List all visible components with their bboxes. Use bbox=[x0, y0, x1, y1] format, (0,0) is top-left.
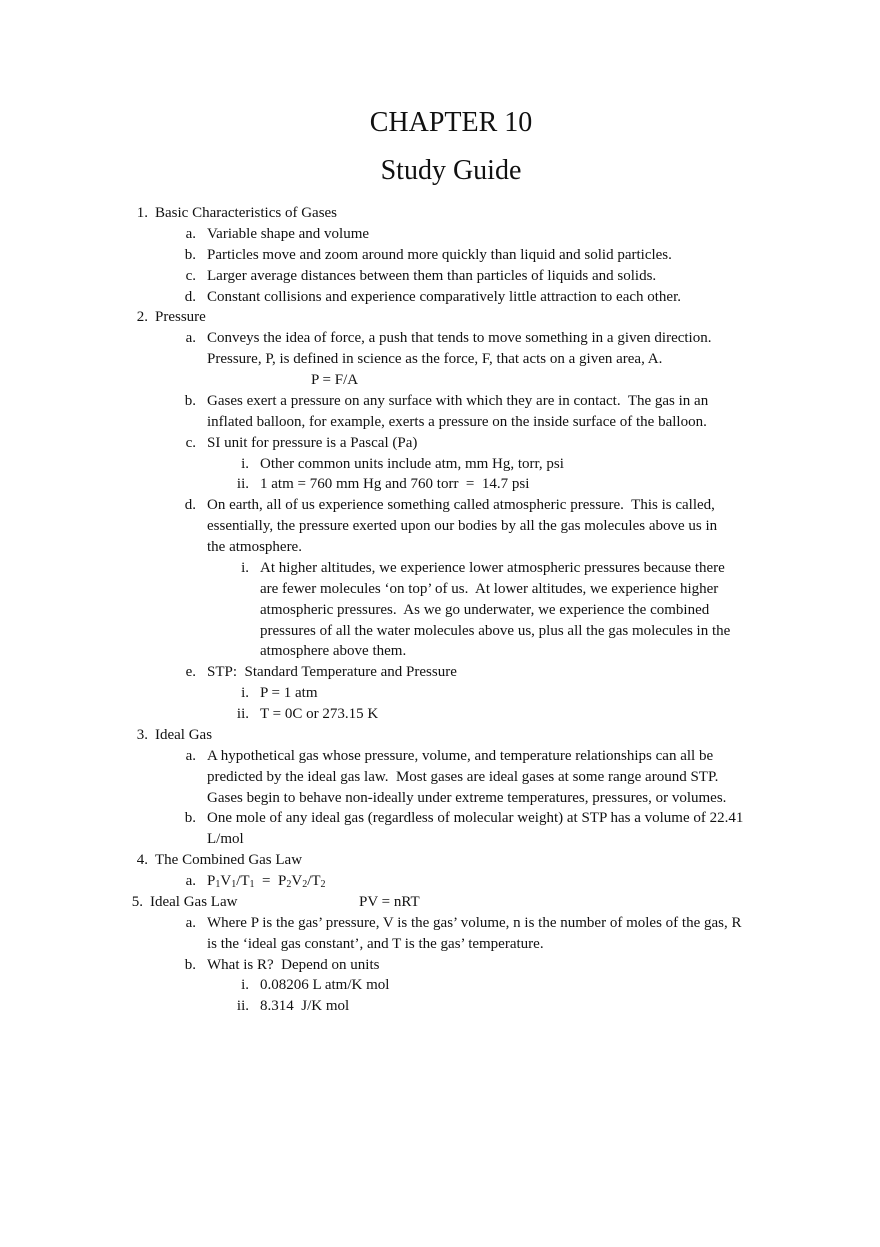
list-marker: b. bbox=[184, 392, 196, 409]
list-marker: b. bbox=[184, 810, 196, 827]
list-marker: c. bbox=[185, 267, 196, 284]
list-item bbox=[0, 704, 880, 725]
list-item bbox=[0, 683, 880, 704]
list-marker: b. bbox=[184, 956, 196, 973]
list-item bbox=[0, 808, 880, 850]
list-item-text: Pressure, P, is defined in science as the force, F, that acts on a given area, A. bbox=[207, 351, 663, 368]
list-item bbox=[0, 996, 880, 1017]
list-item-text: 8.314 J/K mol bbox=[260, 998, 350, 1015]
list-item-text: Larger average distances between them than particles of liquids and solids. bbox=[207, 267, 657, 284]
list-item-text: Pressure bbox=[155, 309, 206, 326]
list-item-text: What is R? Depend on units bbox=[207, 956, 380, 973]
list-marker: i. bbox=[241, 977, 249, 994]
list-marker: a. bbox=[185, 747, 196, 764]
list-marker: a. bbox=[185, 225, 196, 242]
list-item bbox=[0, 558, 880, 662]
list-item bbox=[0, 871, 880, 892]
list-item-text: Gases begin to behave non-ideally under extreme temperatures, pressures, or volumes. bbox=[207, 789, 727, 806]
list-item bbox=[0, 662, 880, 683]
chapter-heading: CHAPTER 10 bbox=[369, 107, 533, 138]
list-marker: b. bbox=[184, 246, 196, 263]
list-item-text: Ideal Gas Law bbox=[150, 893, 238, 910]
list-item bbox=[0, 203, 880, 224]
list-marker: i. bbox=[241, 559, 249, 576]
list-marker: a. bbox=[185, 914, 196, 931]
combined-gas-law-equation: $P_1V_1/T_1 = P_2V_2/T_2$ bbox=[207, 873, 326, 890]
list-item-text: Ideal Gas bbox=[155, 726, 213, 743]
list-item-text: 1 atm = 760 mm Hg and 760 torr = 14.7 psi bbox=[260, 476, 530, 493]
list-item bbox=[0, 433, 880, 454]
list-item bbox=[0, 725, 880, 746]
list-item-text: Other common units include atm, mm Hg, torr, psi bbox=[260, 455, 564, 472]
list-item-text: The Combined Gas Law bbox=[155, 852, 303, 869]
list-item bbox=[0, 287, 880, 308]
list-item-text: SI unit for pressure is a Pascal (Pa) bbox=[207, 434, 418, 451]
list-item-text: On earth, all of us experience something called atmospheric pressure. This is called, bbox=[207, 497, 715, 514]
list-item bbox=[0, 266, 880, 287]
list-item-text: P = F/A bbox=[311, 372, 359, 388]
list-item bbox=[0, 307, 880, 328]
list-item-text: STP: Standard Temperature and Pressure bbox=[207, 664, 457, 681]
list-marker: ii. bbox=[236, 706, 249, 722]
list-item-text: the atmosphere. bbox=[207, 539, 302, 555]
list-marker: 5. bbox=[131, 893, 143, 910]
list-marker: i. bbox=[241, 685, 249, 702]
list-marker: 4. bbox=[136, 852, 148, 869]
list-item bbox=[0, 892, 880, 913]
list-marker: 2. bbox=[136, 309, 148, 326]
list-marker: ii. bbox=[236, 998, 249, 1015]
list-item bbox=[0, 224, 880, 245]
list-marker: e. bbox=[185, 664, 196, 681]
list-item-text: A hypothetical gas whose pressure, volume, and temperature relationships can all be bbox=[207, 747, 714, 764]
list-marker: ii. bbox=[236, 476, 249, 493]
list-marker: a. bbox=[185, 873, 196, 889]
list-item bbox=[0, 955, 880, 976]
list-item-text: P = 1 atm bbox=[260, 685, 318, 702]
list-item bbox=[0, 746, 880, 809]
list-item-text: is the ‘ideal gas constant’, and T is the gas’ temperature. bbox=[207, 935, 544, 952]
list-marker: d. bbox=[184, 497, 196, 514]
list-item-text: Constant collisions and experience comparatively little attraction to each other. bbox=[207, 288, 682, 305]
list-item-text: At higher altitudes, we experience lower atmospheric pressures because there bbox=[260, 559, 725, 576]
list-item-text: Variable shape and volume bbox=[207, 225, 370, 242]
study-guide-outline bbox=[0, 203, 880, 1017]
ideal-gas-law-formula: PV = nRT bbox=[359, 893, 420, 910]
list-marker: 3. bbox=[136, 726, 148, 743]
list-item bbox=[0, 454, 880, 475]
list-item-text: inflated balloon, for example, exerts a pressure on the inside surface of the balloon. bbox=[207, 413, 707, 430]
list-marker: i. bbox=[241, 455, 249, 472]
list-item-text: 0.08206 L atm/K mol bbox=[260, 977, 390, 994]
list-item-text: T = 0C or 273.15 K bbox=[260, 706, 379, 722]
list-item bbox=[0, 391, 880, 433]
list-item bbox=[0, 328, 880, 370]
list-item-text: Where P is the gas’ pressure, V is the gas’ volume, n is the number of moles of the gas, R bbox=[207, 914, 742, 931]
list-item-text: Basic Characteristics of Gases bbox=[155, 205, 338, 221]
list-item bbox=[0, 245, 880, 266]
formula bbox=[0, 370, 880, 391]
page-title: Study Guide bbox=[380, 155, 522, 186]
list-item bbox=[0, 495, 880, 558]
list-item-text: Particles move and zoom around more quickly than liquid and solid particles. bbox=[207, 246, 672, 263]
list-item-text: atmospheric pressures. As we go underwater, we experience the combined bbox=[260, 601, 710, 618]
list-item-text: Gases exert a pressure on any surface with which they are in contact. The gas in an bbox=[207, 392, 709, 409]
list-item bbox=[0, 474, 880, 495]
list-item-text: One mole of any ideal gas (regardless of molecular weight) at STP has a volume of 22.41 bbox=[207, 810, 744, 827]
list-item-text: essentially, the pressure exerted upon our bodies by all the gas molecules above us in bbox=[207, 518, 718, 535]
list-item bbox=[0, 850, 880, 871]
list-item-text: predicted by the ideal gas law. Most gases are ideal gases at some range around STP. bbox=[207, 768, 719, 785]
list-marker: a. bbox=[185, 330, 196, 347]
list-marker: 1. bbox=[136, 205, 148, 221]
list-item-text: L/mol bbox=[207, 831, 244, 848]
list-marker: d. bbox=[184, 288, 196, 305]
list-item-text: pressures of all the water molecules above us, plus all the gas molecules in the bbox=[260, 622, 731, 639]
list-item bbox=[0, 913, 880, 955]
list-marker: c. bbox=[185, 434, 196, 451]
list-item bbox=[0, 975, 880, 996]
list-item-text: are fewer molecules ‘on top’ of us. At lower altitudes, we experience higher bbox=[260, 580, 719, 597]
list-item-text: Conveys the idea of force, a push that tends to move something in a given direction. bbox=[207, 330, 712, 347]
list-item-text: atmosphere above them. bbox=[260, 643, 407, 660]
